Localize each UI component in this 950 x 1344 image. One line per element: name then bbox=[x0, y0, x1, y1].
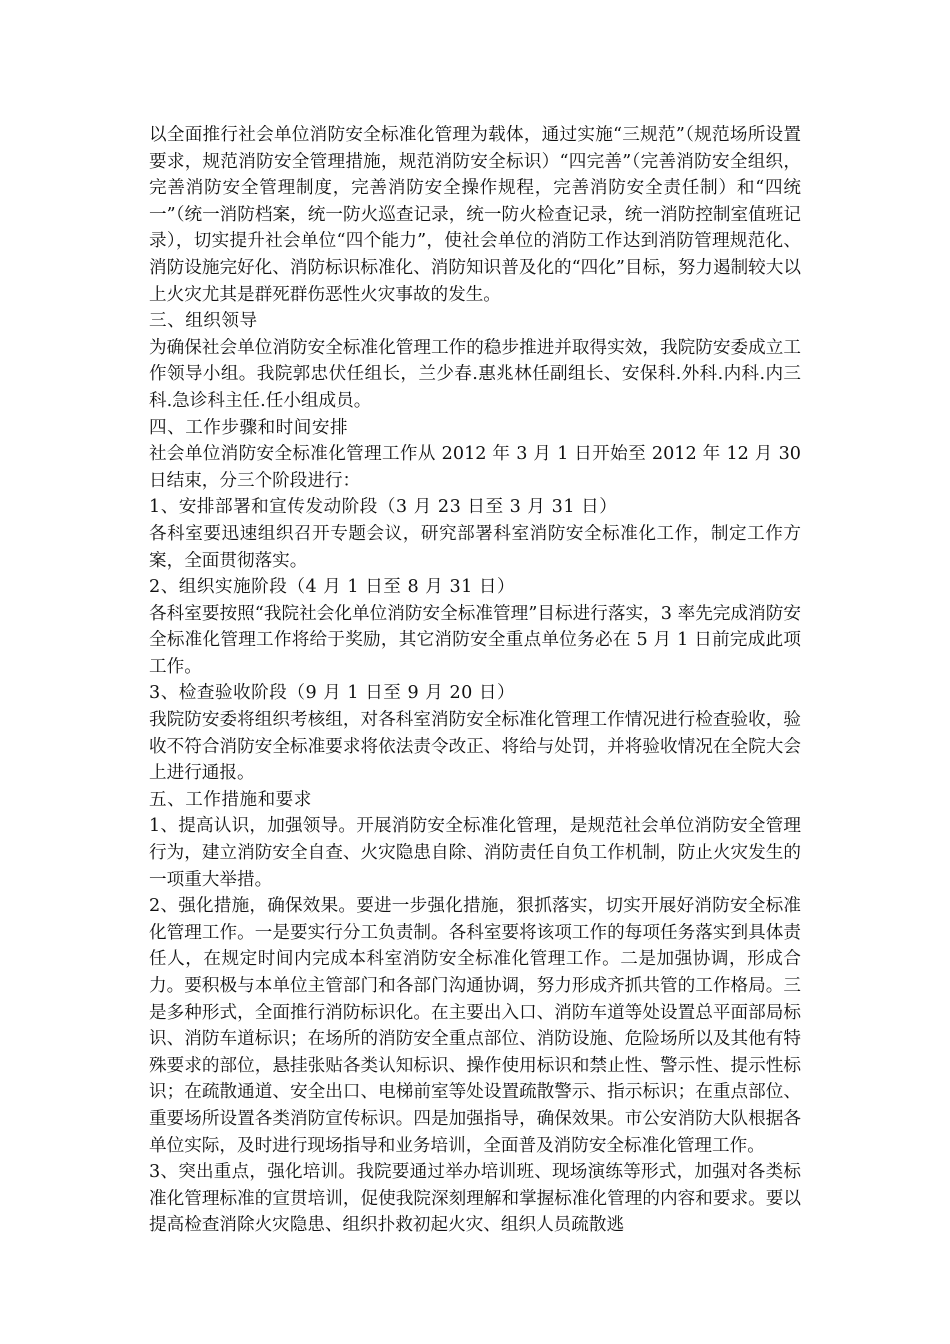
stage-1-paragraph: 各科室要迅速组织召开专题会议，研究部署科室消防安全标准化工作，制定工作方案，全面贯彻落实。 bbox=[149, 523, 801, 571]
intro-paragraph: 以全面推行社会单位消防安全标准化管理为载体，通过实施“三规范”（规范场所设置要求，规范消防安全管理措施，规范消防安全标识）“四完善”（完善消防安全组织，完善消防安全管理制度，完善消防安全操作规程，完善消防安全责任制）和“四统一”（统一消防档案，统一防火巡查记录，统一防火检查记录，统一消防控制室值班记录），切实提升社会单位“四个能力”，使社会单位的消防工作达到消防管理规范化、消防设施完好化、消防标识标准化、消防知识普及化的“四化”目标，努力遏制较大以上火灾尤其是群死群伤恶性火灾事故的发生。 bbox=[149, 125, 801, 305]
stage-1-heading: 1、安排部署和宣传发动阶段（3 月 23 日至 3 月 31 日） bbox=[149, 497, 618, 518]
stage-2-paragraph: 各科室要按照“我院社会化单位消防安全标准管理”目标进行落实，3 率先完成消防安全标准化管理工作将给于奖励，其它消防安全重点单位务必在 5 月 1 日前完成此项工作。 bbox=[149, 603, 801, 677]
organization-paragraph: 为确保社会单位消防安全标准化管理工作的稳步推进并取得实效，我院防安委成立工作领导小组。我院郭忠伏任组长，兰少春.惠兆林任副组长、安保科.外科.内科.内三科.急诊科主任.任小组成员。 bbox=[149, 337, 801, 411]
section-heading-measures: 五、工作措施和要求 bbox=[149, 789, 312, 810]
section-heading-organization: 三、组织领导 bbox=[149, 311, 258, 332]
stage-2-heading: 2、组织实施阶段（4 月 1 日至 8 月 31 日） bbox=[149, 577, 516, 598]
measure-2-paragraph: 2、强化措施，确保效果。要进一步强化措施，狠抓落实，切实开展好消防安全标准化管理工作。一是要实行分工负责制。各科室要将该项工作的每项任务落实到具体责任人，在规定时间内完成本科室消防安全标准化管理工作。二是加强协调，形成合力。要积极与本单位主管部门和各部门沟通协调，努力形成齐抓共管的工作格局。三是多种形式，全面推行消防标识化。在主要出入口、消防车道等处设置总平面部局标识、消防车道标识；在场所的消防安全重点部位、消防设施、危险场所以及其他有特殊要求的部位，悬挂张贴各类认知标识、操作使用标识和禁止性、警示性、提示性标识；在疏散通道、安全出口、电梯前室等处设置疏散警示、指示标识；在重点部位、重要场所设置各类消防宣传标识。四是加强指导，确保效果。市公安消防大队根据各单位实际，及时进行现场指导和业务培训，全面普及消防安全标准化管理工作。 bbox=[149, 896, 801, 1156]
measure-3-paragraph: 3、突出重点，强化培训。我院要通过举办培训班、现场演练等形式，加强对各类标准化管理标准的宣贯培训，促使我院深刻理解和掌握标准化管理的内容和要求。要以提高检查消除火灾隐患、组织扑救初起火灾、组织人员疏散逃 bbox=[149, 1162, 801, 1236]
document-body bbox=[149, 122, 801, 1239]
stage-3-paragraph: 我院防安委将组织考核组，对各科室消防安全标准化管理工作情况进行检查验收，验收不符合消防安全标准要求将依法责令改正、将给与处罚，并将验收情况在全院大会上进行通报。 bbox=[149, 710, 801, 784]
section-heading-steps: 四、工作步骤和时间安排 bbox=[149, 417, 349, 438]
measure-1-paragraph: 1、提高认识，加强领导。开展消防安全标准化管理，是规范社会单位消防安全管理行为，建立消防安全自查、火灾隐患自除、消防责任自负工作机制，防止火灾发生的一项重大举措。 bbox=[149, 816, 801, 890]
stage-3-heading: 3、检查验收阶段（9 月 1 日至 9 月 20 日） bbox=[149, 683, 516, 704]
steps-intro-paragraph: 社会单位消防安全标准化管理工作从 2012 年 3 月 1 日开始至 2012 年 12 月 30 日结束，分三个阶段进行： bbox=[149, 444, 801, 491]
